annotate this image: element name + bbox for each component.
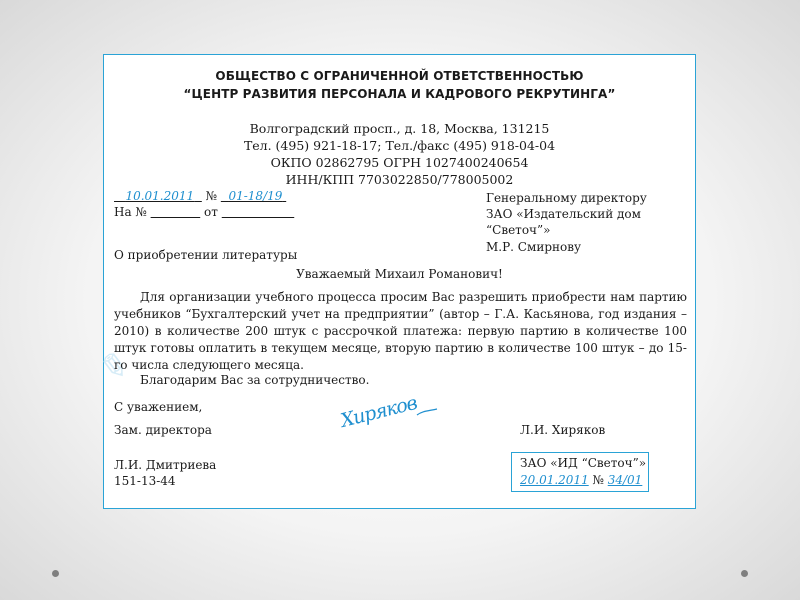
- letter-subject: О приобретении литературы: [114, 248, 298, 262]
- stamp-number: 34/01: [607, 473, 643, 487]
- outgoing-number: 01-18/19: [228, 189, 283, 203]
- corner-dot-right: [741, 570, 748, 577]
- signer-position: Зам. директора: [114, 423, 212, 437]
- stamp-registration: [520, 473, 642, 487]
- addressee-line2: ЗАО «Издательский дом: [486, 207, 641, 221]
- outgoing-date: 10.01.2011: [125, 189, 195, 203]
- inn-line: ИНН/КПП 7703022850/778005002: [285, 172, 514, 187]
- signature-flourish: [416, 407, 438, 419]
- outgoing-number-line: [114, 189, 286, 203]
- address-line: Волгоградский просп., д. 18, Москва, 131215: [249, 121, 550, 136]
- letter-document: [96, 54, 696, 509]
- org-name-line2: “ЦЕНТР РАЗВИТИЯ ПЕРСОНАЛА И КАДРОВОГО РЕКРУТИНГА”: [183, 87, 616, 101]
- thanks-paragraph: Благодарим Вас за сотрудничество.: [140, 373, 370, 387]
- reference-line: [114, 205, 294, 219]
- addressee-line1: Генеральному директору: [486, 191, 647, 205]
- handwritten-signature: Хиряков: [338, 391, 419, 433]
- stamp-date: 20.01.2011: [520, 473, 589, 487]
- registration-stamp: [511, 452, 649, 492]
- ref-label: На №: [114, 205, 147, 219]
- stamp-org: ЗАО «ИД “Светоч”»: [520, 456, 647, 470]
- signer-name: Л.И. Хиряков: [520, 423, 606, 437]
- okpo-line: ОКПО 02862795 ОГРН 1027400240654: [270, 155, 529, 170]
- executor-phone: 151-13-44: [114, 474, 176, 488]
- phone-line: Тел. (495) 921-18-17; Тел./факс (495) 918-04-04: [243, 138, 556, 153]
- number-sign: №: [205, 189, 217, 203]
- watermark-mark: ✎: [96, 347, 127, 388]
- addressee-name: М.Р. Смирнову: [486, 240, 582, 254]
- closing-phrase: С уважением,: [114, 400, 203, 414]
- letter-body-paragraph: Для организации учебного процесса просим Вас разрешить приобрести нам партию учебников “Бухгалтерский учет на предприятии” (автор – Г.А. Касьянова, год издания – 2010) в количестве 200 штук с рассрочкой платежа: первую партию в количестве 100 штук готовы оплатить в текущем месяце, вторую партию в количестве 100 штук – до 15-го числа следующего месяца.: [114, 290, 687, 372]
- salutation: Уважаемый Михаил Романович!: [296, 267, 503, 281]
- ref-from: от: [204, 205, 218, 219]
- corner-dot-left: [52, 570, 59, 577]
- executor-name: Л.И. Дмитриева: [114, 458, 217, 472]
- addressee-line3: “Светоч”»: [486, 223, 551, 237]
- stamp-number-sign: №: [592, 473, 604, 487]
- org-name-line1: ОБЩЕСТВО С ОГРАНИЧЕННОЙ ОТВЕТСТВЕННОСТЬЮ: [215, 69, 584, 83]
